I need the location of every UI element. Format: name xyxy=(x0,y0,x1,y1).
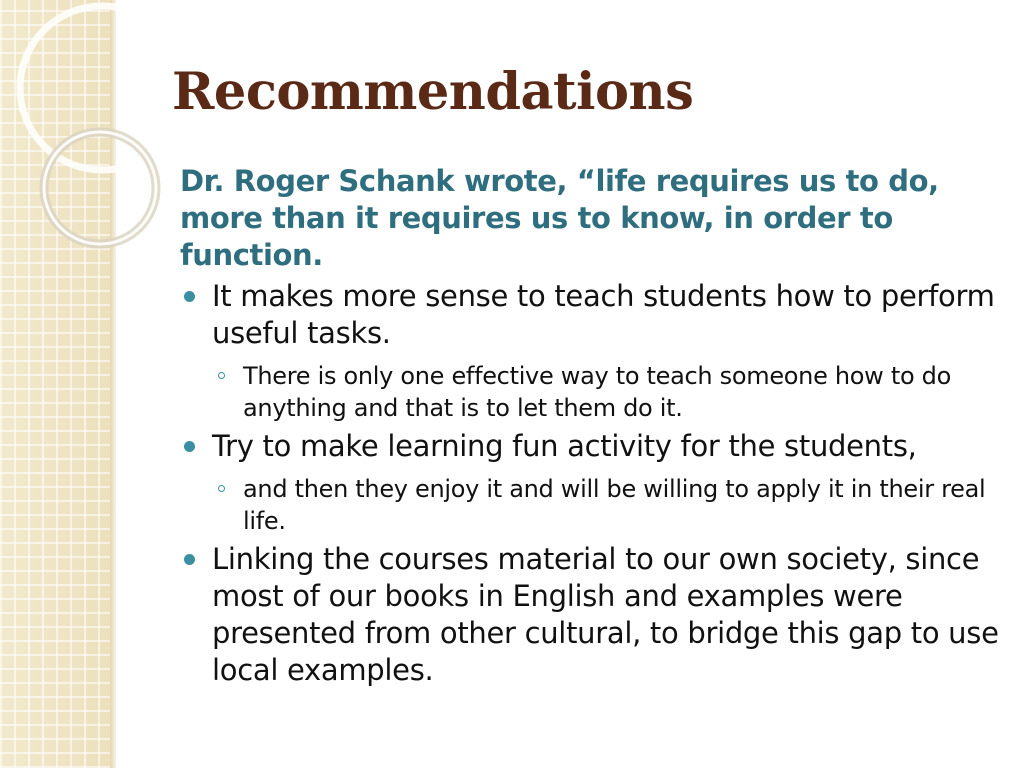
bullet-dot-icon xyxy=(184,554,195,565)
bullet-dot-icon xyxy=(184,441,195,452)
slide-content xyxy=(180,163,1010,689)
sub-bullet-ring-icon xyxy=(218,485,225,492)
slide-title: Recommendations xyxy=(172,62,694,122)
bullet-text: It makes more sense to teach students how to perform useful tasks. xyxy=(212,279,995,350)
bullet-item xyxy=(180,428,1010,465)
bullet-text: Linking the courses material to our own society, since most of our books in English and examples were presented from other cultural, to bridge this gap to use local examples. xyxy=(212,542,999,687)
sub-bullet-item xyxy=(180,360,1010,424)
decorative-circle-small-highlight xyxy=(44,132,156,244)
sub-bullet-text: and then they enjoy it and will be willing to apply it in their real life. xyxy=(243,475,986,535)
quote-text: Dr. Roger Schank wrote, “life requires us to do, more than it requires us to know, in order to function. xyxy=(180,164,939,272)
sub-bullet-text: There is only one effective way to teach someone how to do anything and that is to let them do it. xyxy=(243,362,951,422)
sub-bullet-ring-icon xyxy=(218,372,225,379)
sub-bullet-item xyxy=(180,473,1010,537)
bullet-text: Try to make learning fun activity for the students, xyxy=(212,429,917,463)
decorative-circle-large xyxy=(20,6,180,170)
decorative-circles xyxy=(0,0,180,260)
bullet-item xyxy=(180,541,1010,689)
bullet-item xyxy=(180,278,1010,352)
bullet-dot-icon xyxy=(184,291,195,302)
